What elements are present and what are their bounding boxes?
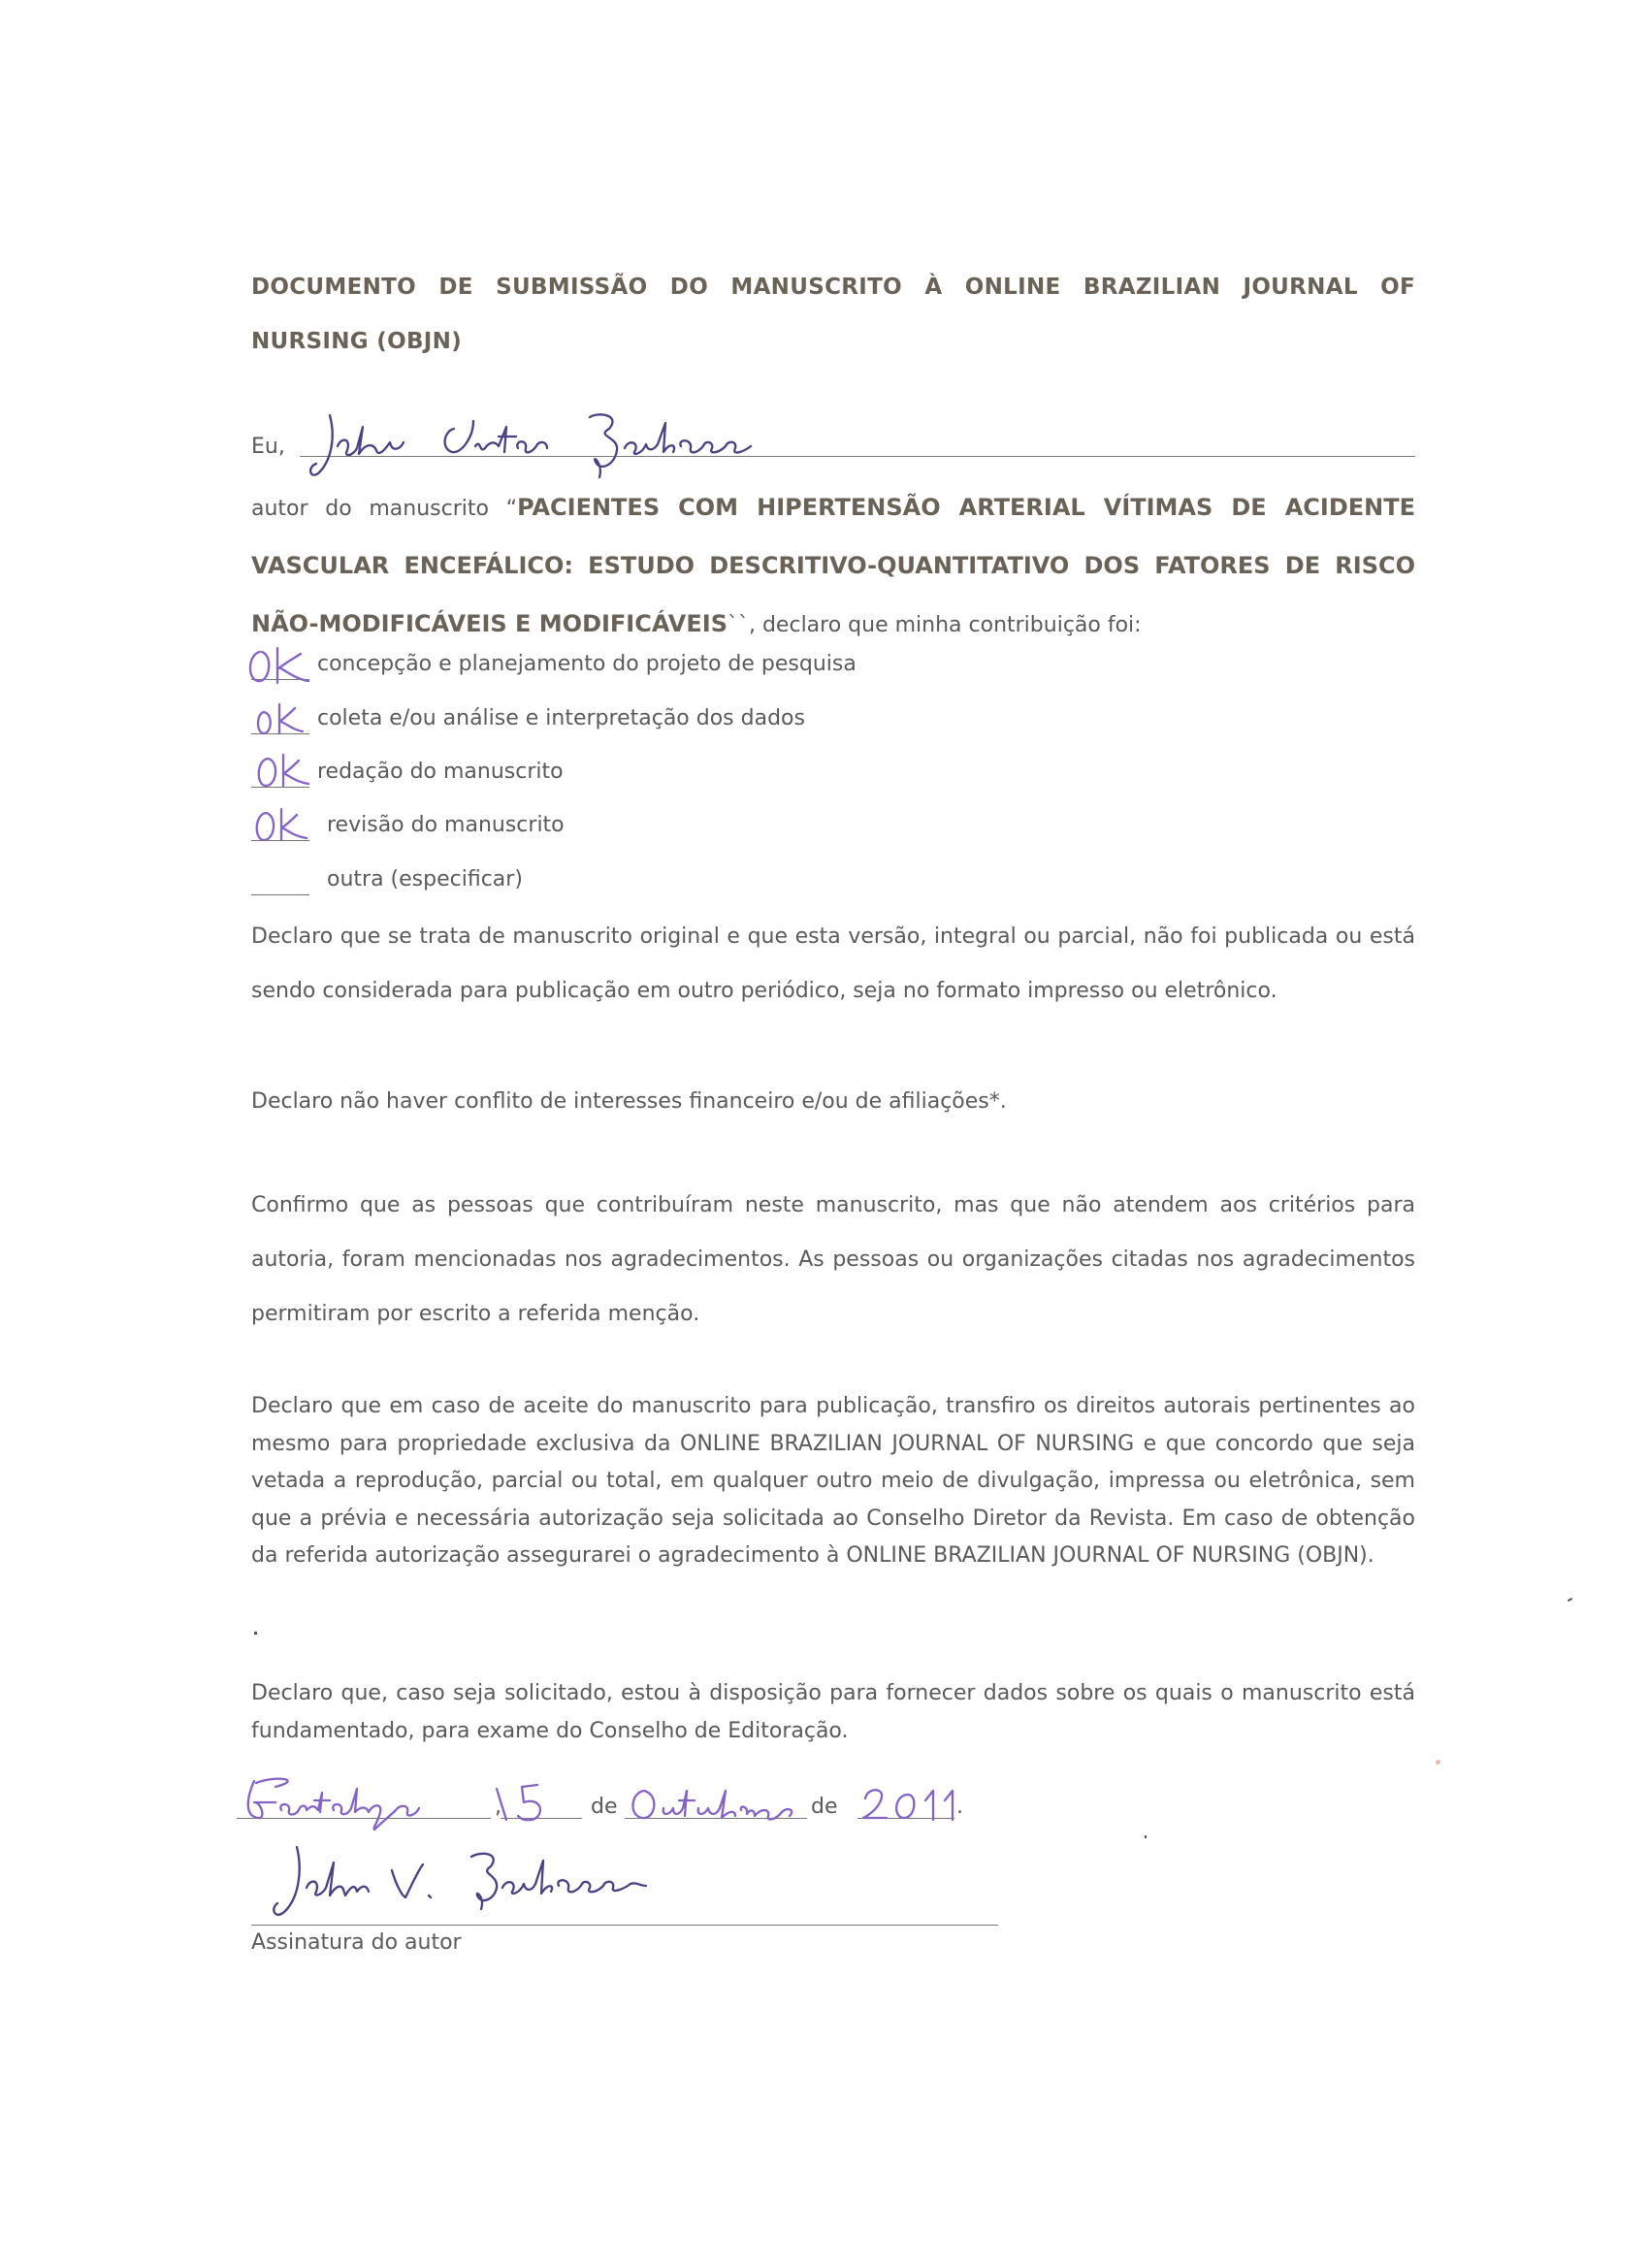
handwritten-ok-mark	[252, 700, 310, 739]
title-line-2: NURSING (OBJN)	[251, 329, 463, 354]
handwritten-ok-mark	[254, 751, 314, 794]
author-suffix: ``, declaro que minha contribuição foi:	[727, 613, 1142, 637]
contribution-label: revisão do manuscrito	[327, 813, 565, 837]
handwritten-ok-mark	[244, 646, 312, 689]
handwritten-day	[487, 1781, 565, 1828]
date-comma: ,	[495, 1795, 501, 1819]
contribution-label: redação do manuscrito	[317, 760, 564, 784]
date-period: .	[956, 1795, 963, 1819]
contribution-item	[251, 756, 1124, 794]
eu-label: Eu,	[251, 435, 285, 459]
handwritten-city	[237, 1773, 431, 1831]
document-title	[251, 260, 1415, 369]
contribution-blank	[251, 871, 309, 895]
handwritten-month	[625, 1781, 809, 1828]
paragraph-original: Declaro que se trata de manuscrito original e que esta versão, integral ou parcial, não foi publicada ou está sendo considerada para publicação em outro periódico, seja no formato impresso ou eletrônico.	[251, 924, 1415, 1003]
date-de-2: de	[811, 1795, 838, 1819]
contribution-label: concepção e planejamento do projeto de pesquisa	[317, 652, 857, 676]
stray-dot	[254, 1632, 257, 1635]
scan-speck	[1145, 1835, 1147, 1838]
scan-speck	[1568, 1598, 1572, 1602]
manuscript-declaration	[251, 479, 1415, 654]
handwritten-author-name	[308, 407, 832, 485]
paragraph-rights: Declaro que em caso de aceite do manuscrito para publicação, transfiro os direitos autorais pertinentes ao mesmo para propriedade exclusiva da ONLINE BRAZILIAN JOURNAL OF NURSING e que concordo que seja vetada a reprodução, parcial ou total, em qualquer outro meio de divulgação, impressa ou eletrônica, sem que a prévia e necessária autorização seja solicitada ao Conselho Diretor da Revista. Em caso de obtenção da referida autorização assegurarei o agradecimento à ONLINE BRAZILIAN JOURNAL OF NURSING (OBJN).	[251, 1394, 1415, 1569]
contribution-label: outra (especificar)	[327, 867, 523, 891]
handwritten-ok-mark	[252, 805, 312, 848]
paragraph-data: Declaro que, caso seja solicitado, estou à disposição para fornecer dados sobre os quais o manuscrito está fundamentado, para exame do Conselho de Editoração.	[251, 1681, 1415, 1743]
contribution-item	[251, 648, 1124, 687]
title-line-1: DOCUMENTO DE SUBMISSÃO DO MANUSCRITO À ONLINE BRAZILIAN JOURNAL OF	[251, 275, 1415, 300]
paragraph-conflict: Declaro não haver conflito de interesses financeiro e/ou de afiliações*.	[251, 1089, 1007, 1114]
scan-speck	[1436, 1760, 1440, 1765]
paragraph-acknowledgements: Confirmo que as pessoas que contribuíram neste manuscrito, mas que não atendem aos critérios para autoria, foram mencionadas nos agradecimentos. As pessoas ou organizações citadas nos agradecimentos permitiram por escrito a referida menção.	[251, 1193, 1415, 1326]
manuscript-title: PACIENTES COM HIPERTENSÃO ARTERIAL VÍTIMAS DE ACIDENTE VASCULAR ENCEFÁLICO: ESTUDO DESCRITIVO-QUANTITATIVO DOS FATORES DE RISCO NÃO-MODIFICÁVEIS E MODIFICÁVEIS	[251, 494, 1415, 637]
handwritten-year	[857, 1779, 974, 1828]
signature-label: Assinatura do autor	[251, 1930, 462, 1955]
contribution-item	[251, 809, 1124, 848]
date-de-1: de	[591, 1795, 618, 1819]
contribution-label: coleta e/ou análise e interpretação dos dados	[317, 706, 805, 730]
handwritten-signature	[250, 1841, 658, 1930]
author-prefix: autor do manuscrito “	[251, 497, 518, 521]
contribution-item	[251, 863, 1124, 902]
contribution-item	[251, 702, 1124, 741]
